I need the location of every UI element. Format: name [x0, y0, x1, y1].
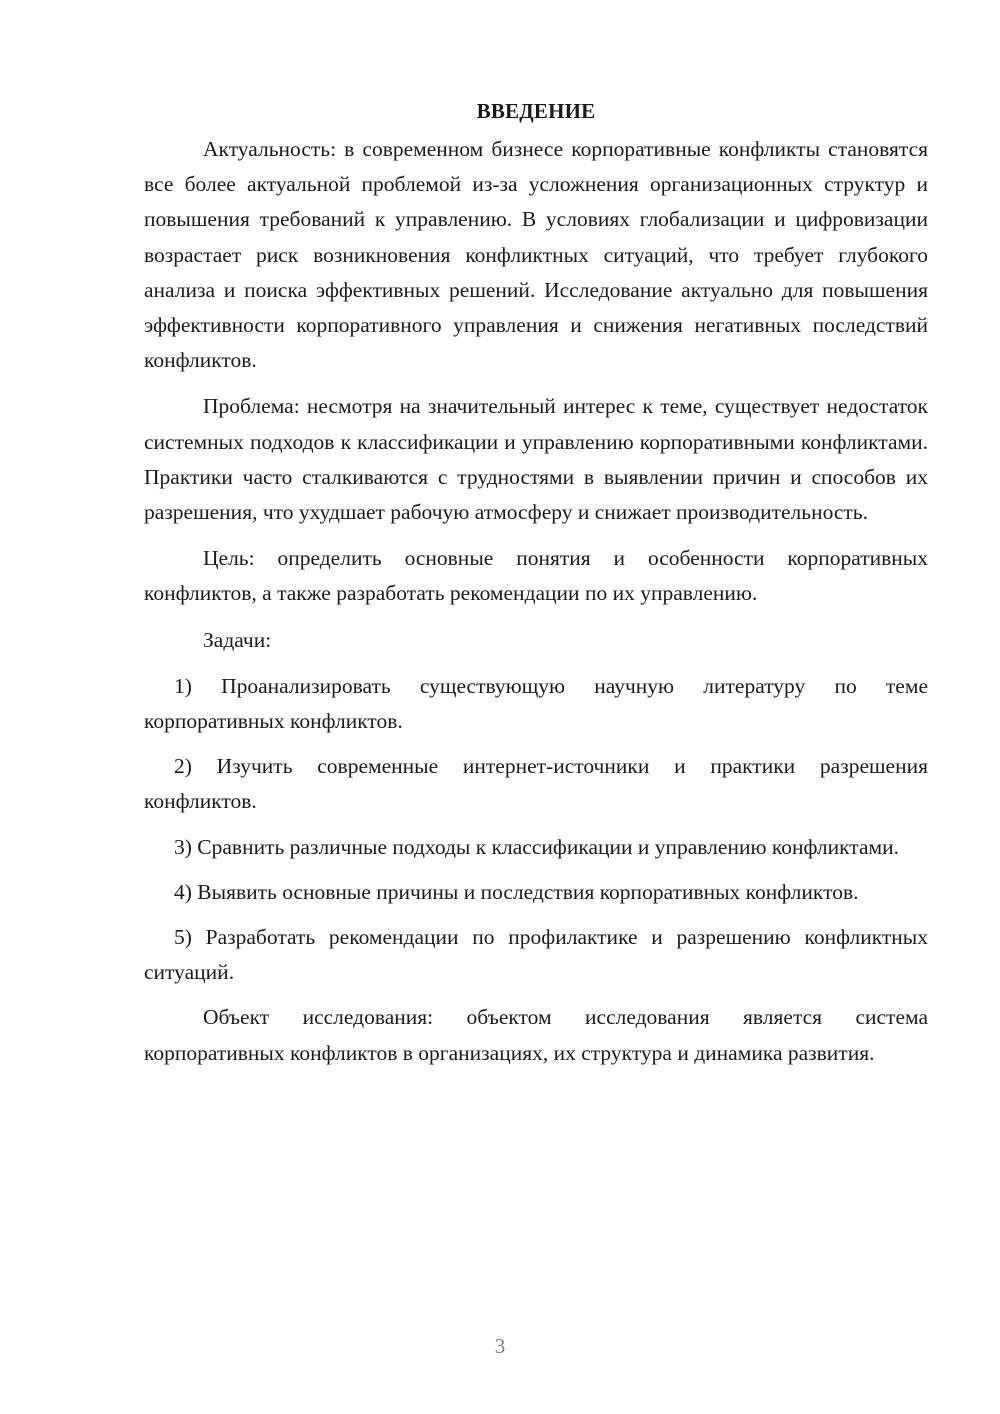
paragraph-object: Объект исследования: объектом исследования является система корпоративных конфликтов в организациях, их структура и динамика развития. [144, 1005, 928, 1065]
paragraph-problem: Проблема: несмотря на значительный интерес к теме, существует недостаток системных подходов к классификации и управлению корпоративными конфликтами. Практики часто сталкиваются с трудностями в выявлении причин и способов их разрешения, что ухудшает рабочую атмосферу и снижает производительность. [144, 394, 928, 525]
paragraph-relevance: Актуальность: в современном бизнесе корпоративные конфликты становятся все более актуальной проблемой из-за усложнения организационных структур и повышения требований к управлению. В условиях глобализации и цифровизации возрастает риск возникновения конфликтных ситуаций, что требует глубокого анализа и поиска эффективных решений. Исследование актуально для повышения эффективности корпоративного управления и снижения негативных последствий конфликтов. [144, 137, 928, 373]
page-content [144, 96, 928, 1082]
section-heading: ВВЕДЕНИЕ [476, 99, 596, 123]
task-item-2: 2) Изучить современные интернет-источники и практики разрешения конфликтов. [144, 754, 928, 814]
task-item-5: 5) Разработать рекомендации по профилактике и разрешению конфликтных ситуаций. [144, 925, 928, 985]
page-number: 3 [494, 1334, 506, 1358]
task-item-3: 3) Сравнить различные подходы к классификации и управлению конфликтами. [174, 834, 899, 859]
task-item-1: 1) Проанализировать существующую научную литературу по теме корпоративных конфликтов. [144, 673, 928, 734]
paragraph-goal: Цель: определить основные понятия и особенности корпоративных конфликтов, а также разработать рекомендации по их управлению. [144, 546, 928, 606]
task-item-4: 4) Выявить основные причины и последствия корпоративных конфликтов. [174, 879, 859, 904]
tasks-label: Задачи: [203, 627, 272, 652]
